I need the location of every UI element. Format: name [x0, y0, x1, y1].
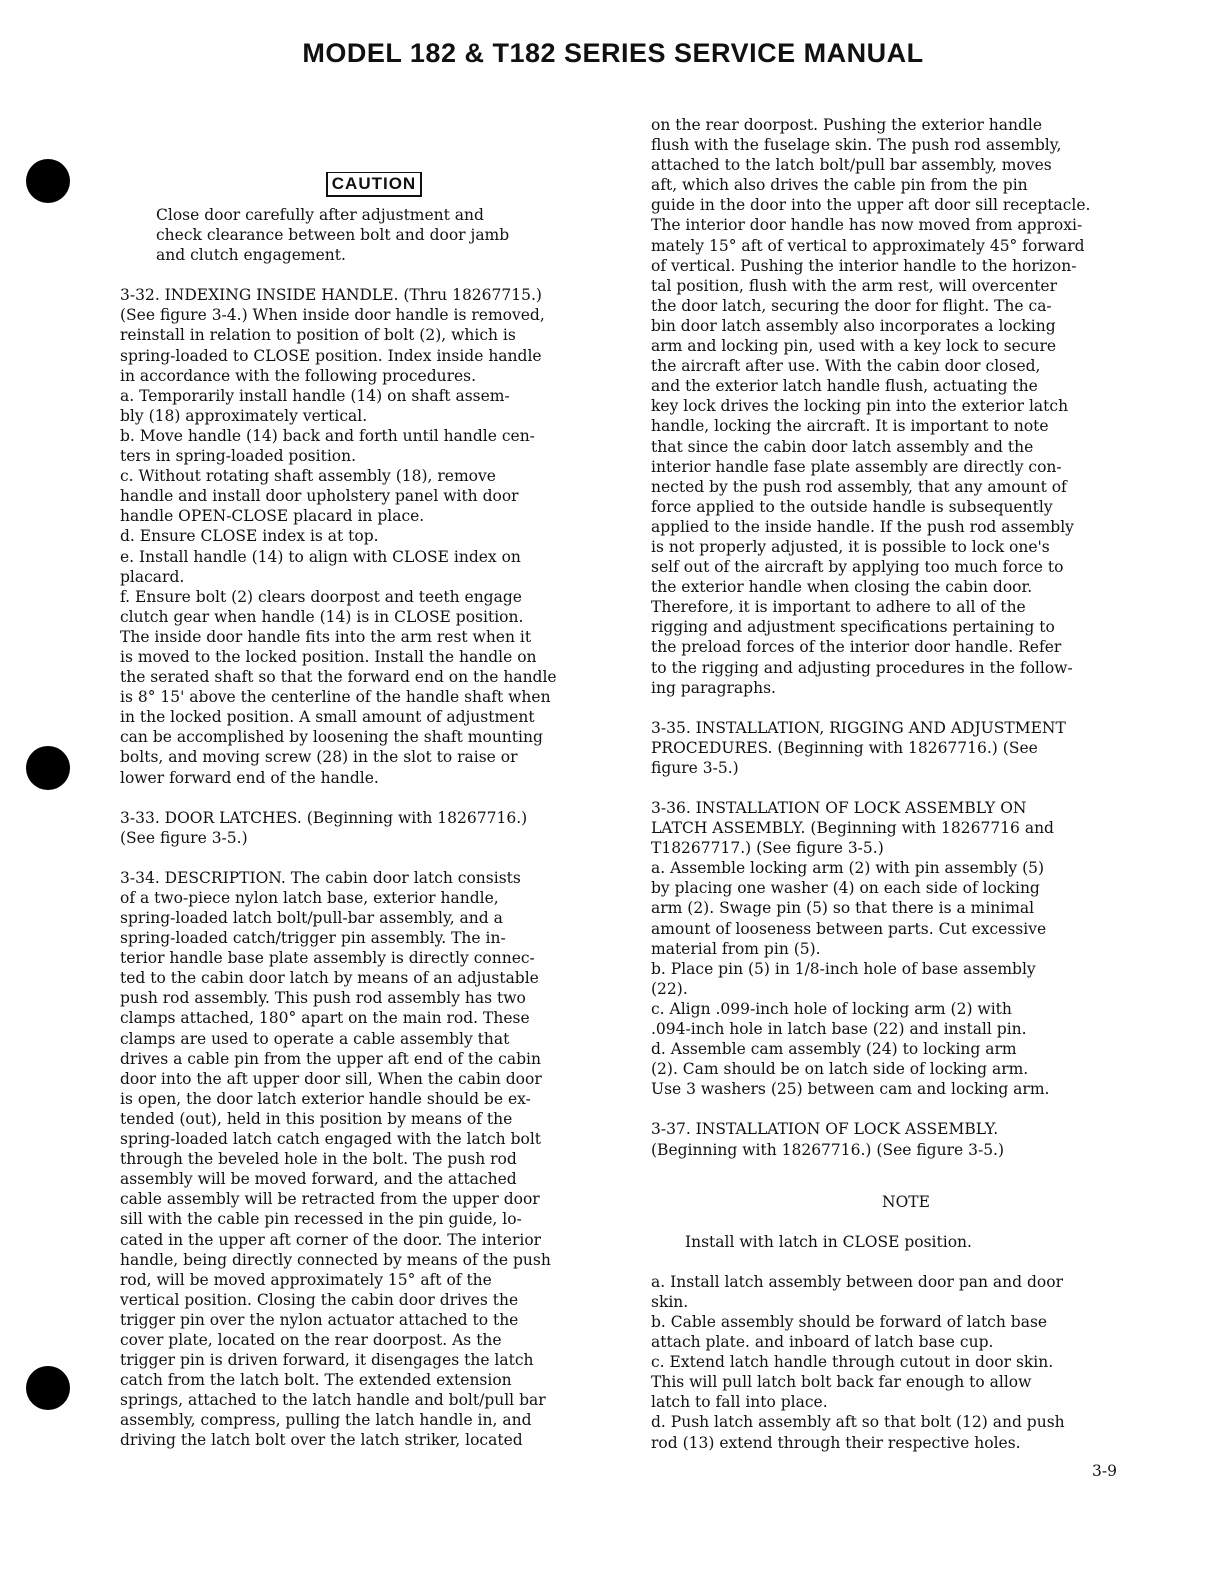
text-line: is open, the door latch exterior handle should be ex-: [120, 1089, 531, 1108]
text-line: skin.: [651, 1292, 689, 1311]
text-line: (See figure 3-4.) When inside door handle is removed,: [120, 306, 545, 325]
text-line: catch from the latch bolt. The extended extension: [120, 1371, 512, 1390]
text-line: The interior door handle has now moved from approxi-: [651, 216, 1083, 235]
right-column: [651, 115, 1161, 1453]
text-line: applied to the inside handle. If the push rod assembly: [651, 517, 1074, 536]
text-line: handle, locking the aircraft. It is important to note: [651, 417, 1049, 436]
text-line: that since the cabin door latch assembly and the: [651, 437, 1034, 456]
step-line: d. Ensure CLOSE index is at top.: [120, 527, 379, 546]
text-line: is moved to the locked position. Install the handle on: [120, 647, 537, 666]
text-line: in accordance with the following procedures.: [120, 366, 477, 385]
section-heading: 3-37. INSTALLATION OF LOCK ASSEMBLY.: [651, 1120, 999, 1139]
step-line: e. Install handle (14) to align with CLOSE index on: [120, 547, 521, 566]
text-line: handle and install door upholstery panel with door: [120, 487, 519, 506]
section-3-33: [120, 808, 610, 848]
text-line: arm and locking pin, used with a key lock to secure: [651, 337, 1057, 356]
text-line: guide in the door into the upper aft door sill receptacle.: [651, 196, 1091, 215]
text-line: springs, attached to the latch handle and bolt/pull bar: [120, 1391, 546, 1410]
text-line: interior handle fase plate assembly are directly con-: [651, 457, 1062, 476]
text-line: .094-inch hole in latch base (22) and install pin.: [651, 1020, 1027, 1039]
text-line: push rod assembly. This push rod assembly has two: [120, 989, 526, 1008]
text-line: Close door carefully after adjustment and: [156, 206, 484, 224]
section-heading: 3-34. DESCRIPTION. The cabin door latch consists: [120, 868, 521, 887]
step-line: a. Temporarily install handle (14) on shaft assem-: [120, 386, 510, 405]
text-line: material from pin (5).: [651, 939, 821, 958]
text-line: flush with the fuselage skin. The push rod assembly,: [651, 136, 1062, 155]
text-line: handle OPEN-CLOSE placard in place.: [120, 507, 425, 526]
section-heading: 3-33. DOOR LATCHES. (Beginning with 18267716.): [120, 808, 528, 827]
text-line: through the beveled hole in the bolt. The push rod: [120, 1150, 517, 1169]
text-line: Therefore, it is important to adhere to all of the: [651, 598, 1026, 617]
text-line: rod, will be moved approximately 15° aft of the: [120, 1270, 492, 1289]
text-line: cover plate, located on the rear doorpost. As the: [120, 1330, 502, 1349]
step-line: d. Assemble cam assembly (24) to locking arm: [651, 1040, 1017, 1059]
text-line: ters in spring-loaded position.: [120, 447, 357, 466]
text-line: spring-loaded to CLOSE position. Index inside handle: [120, 346, 542, 365]
text-line: bly (18) approximately vertical.: [120, 406, 368, 425]
section-3-37: [651, 1119, 1161, 1159]
note-text: Install with latch in CLOSE position.: [685, 1232, 972, 1251]
text-line: of a two-piece nylon latch base, exterior handle,: [120, 888, 499, 907]
section-3-32: [120, 285, 610, 787]
text-line: check clearance between bolt and door jamb: [156, 226, 510, 245]
left-column: [120, 172, 610, 1451]
text-line: sill with the cable pin recessed in the pin guide, lo-: [120, 1210, 522, 1229]
text-line: The inside door handle fits into the arm rest when it: [120, 627, 532, 646]
binder-hole-icon: [26, 1366, 70, 1410]
text-line: self out of the aircraft by applying too much force to: [651, 558, 1064, 577]
text-line: (22).: [651, 979, 688, 998]
text-line: tal position, flush with the arm rest, will overcenter: [651, 276, 1058, 295]
section-3-34: [120, 868, 610, 1451]
text-line: cable assembly will be retracted from the upper door: [120, 1190, 540, 1209]
text-line: tended (out), held in this position by means of the: [120, 1109, 513, 1128]
text-line: driving the latch bolt over the latch striker, located: [120, 1431, 523, 1450]
text-line: clutch gear when handle (14) is in CLOSE position.: [120, 607, 524, 626]
text-line: bolts, and moving screw (28) in the slot to raise or: [120, 748, 518, 767]
caution-text: [120, 205, 610, 265]
text-line: is not properly adjusted, it is possible to lock one's: [651, 537, 1050, 556]
text-line: the serated shaft so that the forward end on the handle: [120, 668, 557, 687]
page-number: 3-9: [1092, 1462, 1117, 1480]
text-line: cated in the upper aft corner of the door. The interior: [120, 1230, 542, 1249]
text-line: the exterior handle when closing the cabin door.: [651, 578, 1033, 597]
text-line: spring-loaded latch bolt/pull-bar assembly, and a: [120, 909, 503, 927]
text-line: spring-loaded latch catch engaged with the latch bolt: [120, 1130, 542, 1149]
text-line: placard.: [120, 567, 185, 586]
step-line: d. Push latch assembly aft so that bolt (12) and push: [651, 1413, 1065, 1432]
section-3-34-continued: [651, 115, 1161, 698]
step-line: a. Install latch assembly between door pan and door: [651, 1272, 1063, 1291]
text-line: trigger pin is driven forward, it disengages the latch: [120, 1351, 534, 1370]
section-heading: 3-35. INSTALLATION, RIGGING AND ADJUSTMENT: [651, 718, 1066, 737]
text-line: key lock drives the locking pin into the exterior latch: [651, 397, 1069, 416]
step-line: c. Without rotating shaft assembly (18), remove: [120, 467, 496, 486]
text-line: of vertical. Pushing the interior handle to the horizon-: [651, 256, 1077, 275]
text-line: door into the aft upper door sill, When the cabin door: [120, 1069, 542, 1088]
text-line: ing paragraphs.: [651, 678, 776, 697]
text-line: T18267717.) (See figure 3-5.): [651, 839, 884, 858]
text-line: rigging and adjustment specifications pertaining to: [651, 618, 1055, 637]
step-line: b. Cable assembly should be forward of latch base: [651, 1312, 1048, 1331]
text-line: vertical position. Closing the cabin door drives the: [120, 1290, 519, 1309]
text-line: the aircraft after use. With the cabin door closed,: [651, 357, 1041, 376]
text-line: by placing one washer (4) on each side of locking: [651, 879, 1040, 898]
text-line: clamps are used to operate a cable assembly that: [120, 1029, 510, 1048]
text-line: (Beginning with 18267716.) (See figure 3-5.): [651, 1140, 1005, 1159]
text-line: figure 3-5.): [651, 758, 739, 777]
section-3-35: [651, 718, 1161, 778]
section-heading: 3-36. INSTALLATION OF LOCK ASSEMBLY ON: [651, 799, 1027, 817]
text-line: the preload forces of the interior door handle. Refer: [651, 638, 1062, 657]
text-line: drives a cable pin from the upper aft end of the cabin: [120, 1049, 541, 1068]
caution-box: [138, 172, 610, 197]
text-line: in the locked position. A small amount of adjustment: [120, 708, 535, 727]
caution-label: CAUTION: [326, 172, 422, 197]
text-line: handle, being directly connected by means of the push: [120, 1250, 551, 1269]
text-line: aft, which also drives the cable pin from the pin: [651, 176, 1028, 195]
text-line: amount of looseness between parts. Cut excessive: [651, 919, 1047, 938]
note-label: NOTE: [882, 1192, 930, 1211]
step-line: f. Ensure bolt (2) clears doorpost and teeth engage: [120, 587, 522, 606]
text-line: assembly will be moved forward, and the attached: [120, 1170, 517, 1189]
text-line: terior handle base plate assembly is directly connec-: [120, 949, 535, 968]
section-3-36: [651, 798, 1161, 1099]
text-line: Use 3 washers (25) between cam and locking arm.: [651, 1080, 1050, 1099]
text-line: and the exterior latch handle flush, actuating the: [651, 377, 1038, 396]
text-line: trigger pin over the nylon actuator attached to the: [120, 1310, 519, 1329]
step-line: c. Extend latch handle through cutout in door skin.: [651, 1353, 1054, 1372]
text-line: reinstall in relation to position of bolt (2), which is: [120, 326, 516, 345]
text-line: (2). Cam should be on latch side of locking arm.: [651, 1060, 1029, 1079]
text-line: force applied to the outside handle is subsequently: [651, 497, 1053, 516]
step-line: b. Move handle (14) back and forth until handle cen-: [120, 426, 535, 445]
text-line: and clutch engagement.: [156, 246, 346, 265]
binder-hole-icon: [26, 159, 70, 203]
text-line: nected by the push rod assembly, that any amount of: [651, 477, 1067, 496]
binder-hole-icon: [26, 746, 70, 790]
text-line: PROCEDURES. (Beginning with 18267716.) (See: [651, 738, 1038, 757]
text-line: can be accomplished by loosening the shaft mounting: [120, 728, 543, 747]
section-heading: 3-32. INDEXING INSIDE HANDLE. (Thru 18267715.): [120, 286, 542, 305]
page-title: MODEL 182 & T182 SERIES SERVICE MANUAL: [302, 38, 924, 68]
step-line: b. Place pin (5) in 1/8-inch hole of base assembly: [651, 959, 1036, 978]
text-line: spring-loaded catch/trigger pin assembly. The in-: [120, 929, 506, 948]
text-line: attached to the latch bolt/pull bar assembly, moves: [651, 156, 1052, 175]
text-line: on the rear doorpost. Pushing the exterior handle: [651, 116, 1043, 134]
text-line: bin door latch assembly also incorporates a locking: [651, 316, 1056, 335]
step-line: a. Assemble locking arm (2) with pin assembly (5): [651, 859, 1045, 878]
installation-steps: [651, 1272, 1161, 1453]
text-line: mately 15° aft of vertical to approximately 45° forward: [651, 236, 1085, 255]
text-line: LATCH ASSEMBLY. (Beginning with 18267716 and: [651, 819, 1054, 838]
text-line: ted to the cabin door latch by means of an adjustable: [120, 969, 539, 988]
text-line: attach plate. and inboard of latch base cup.: [651, 1333, 994, 1352]
text-line: is 8° 15' above the centerline of the handle shaft when: [120, 688, 551, 707]
text-line: (See figure 3-5.): [120, 828, 248, 847]
text-line: assembly, compress, pulling the latch handle in, and: [120, 1411, 532, 1430]
text-line: latch to fall into place.: [651, 1393, 828, 1412]
text-line: rod (13) extend through their respective holes.: [651, 1433, 1021, 1452]
text-line: This will pull latch bolt back far enough to allow: [651, 1373, 1032, 1392]
text-line: lower forward end of the handle.: [120, 768, 379, 787]
step-line: c. Align .099-inch hole of locking arm (2) with: [651, 999, 1012, 1018]
text-line: clamps attached, 180° apart on the main rod. These: [120, 1009, 530, 1028]
text-line: to the rigging and adjusting procedures in the follow-: [651, 658, 1073, 677]
text-line: the door latch, securing the door for flight. The ca-: [651, 296, 1052, 315]
text-line: arm (2). Swage pin (5) so that there is a minimal: [651, 899, 1035, 918]
